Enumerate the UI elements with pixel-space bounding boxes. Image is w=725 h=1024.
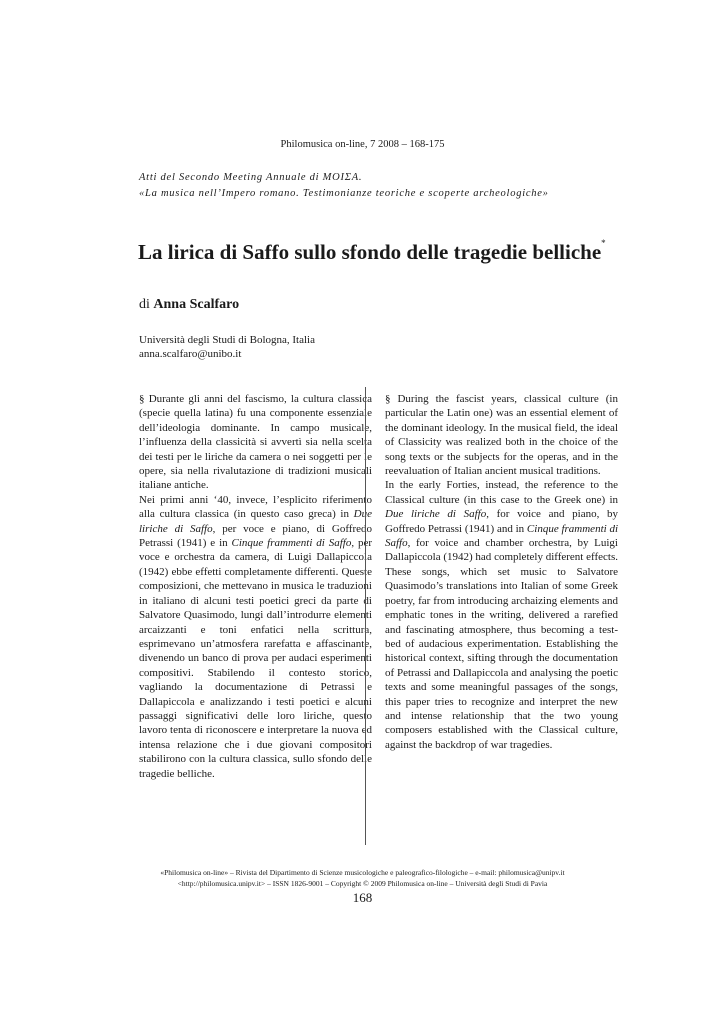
page-number: 168 (352, 890, 373, 905)
title-footnote-marker[interactable]: * (601, 238, 606, 248)
running-head: Philomusica on-line, 7 2008 – 168-175 (280, 139, 445, 150)
abstract-it-text: , per voce e orchestra da camera, di Luigi Dallapiccola (1942) ebbe effetti completamente differenti. Queste composizioni, che mettevano in musica le traduzioni in italiano di alcuni testi poetici greci da parte di Salvatore Quasimodo, lungi dall’introdurre elementi arcaizzanti e toni enfatici nella scrittura, esprimevano un’atmosfera rarefatta e affascinante, divenendo un banco di prova per audaci esperimenti compositivi. Stabilendo il contesto storico, vagliando la documentazione di Petrassi e Dallapiccola e analizzando i testi poetici e alcuni passaggi significativi delle loro liriche, questo lavoro tenta di riconoscere e interpretare la nuova ed intensa relazione che i due giovani compositori stabilirono con la cultura classica, sullo sfondo delle tragedie belliche. (139, 537, 373, 780)
abstract-italian (139, 392, 372, 781)
abstract-english (385, 392, 618, 752)
abstract-it-text: , per voce e piano, di Goffredo Petrassi (1941) e in (139, 522, 372, 550)
abstract-it-text: Nei primi anni ‘40, invece, l’esplicito riferimento alla cultura classica (in questo caso greca) in (139, 493, 372, 521)
work-title: Due liriche di Saffo (385, 508, 487, 521)
abstract-en-paragraph-2 (385, 478, 618, 752)
journal-footer (0, 867, 725, 889)
abstract-it-paragraph-1: § Durante gli anni del fascismo, la cultura classica (specie quella latina) fu una componente essenziale dell’ideologia dominante. In campo musicale, l’influenza della classicità si avvertì sia nella scelta dei testi per le liriche da camera o nei soggetti per le opere, sia nella rivalutazione di tradizioni musicali italiane antiche. (139, 393, 372, 492)
byline-prefix: di (139, 297, 150, 312)
abstract-en-paragraph-1: § During the fascist years, classical culture (in particular the Latin one) was an essential element of the dominant ideology. In the musical field, the ideal of Classicity was realized both in the choice of the song texts or the subjects for the operas, and in the reevaluation of Italian ancient musical traditions. (385, 393, 618, 478)
institution: Università degli Studi di Bologna, Italia (139, 334, 315, 346)
author-name: Anna Scalfaro (153, 297, 240, 312)
article-title (138, 240, 608, 265)
article-title-text: La lirica di Saffo sullo sfondo delle tragedie belliche (138, 240, 602, 264)
work-title: Cinque frammenti di Saffo (231, 537, 352, 550)
proceedings-line-1: Atti del Secondo Meeting Annuale di ΜΟΙΣΑ. (139, 172, 363, 183)
abstract-en-text: , for voice and piano, by Goffredo Petrassi (1941) and in (385, 508, 618, 535)
byline (139, 297, 239, 313)
column-divider (365, 387, 366, 845)
abstract-it-paragraph-2 (139, 493, 372, 781)
proceedings-note (139, 170, 599, 202)
proceedings-line-2: «La musica nell’Impero romano. Testimonianze teoriche e scoperte archeologiche» (139, 188, 549, 199)
footer-line-2: <http://philomusica.unipv.it> – ISSN 1826-9001 – Copyright © 2009 Philomusica on-line – Università degli Studi di Pavia (177, 879, 548, 888)
abstract-en-text: , for voice and chamber orchestra, by Luigi Dallapiccola (1942) had completely different effects. These songs, which set music to Salvatore Quasimodo’s translations into Italian of some Greek poetry, far from introducing archaizing elements and emphatic tones in the writing, delivered a rarefied and fascinating atmosphere, thus becoming a test-bed of audacious experimentation. Establishing the historical context, sifting through the documentation of Petrassi and Dallapiccola and analysing the poetic texts and some meaningful passages of the songs, this paper tries to recognize and interpret the new and intense relationship that the two young composers established with the Classical culture, against the backdrop of war tragedies. (385, 537, 618, 751)
work-title: Cinque frammenti di Saffo (385, 522, 618, 550)
footer-line-1: «Philomusica on-line» – Rivista del Dipartimento di Scienze musicologiche e paleografico-filologiche – e-mail: philomusica@unipv.it (160, 868, 565, 877)
work-title: Due liriche di Saffo (139, 508, 372, 535)
author-email: anna.scalfaro@unibo.it (139, 348, 242, 360)
author-affiliation (139, 333, 315, 361)
abstract-en-text: In the early Forties, instead, the reference to the Classical culture (in this case to the Greek one) in (385, 479, 618, 506)
